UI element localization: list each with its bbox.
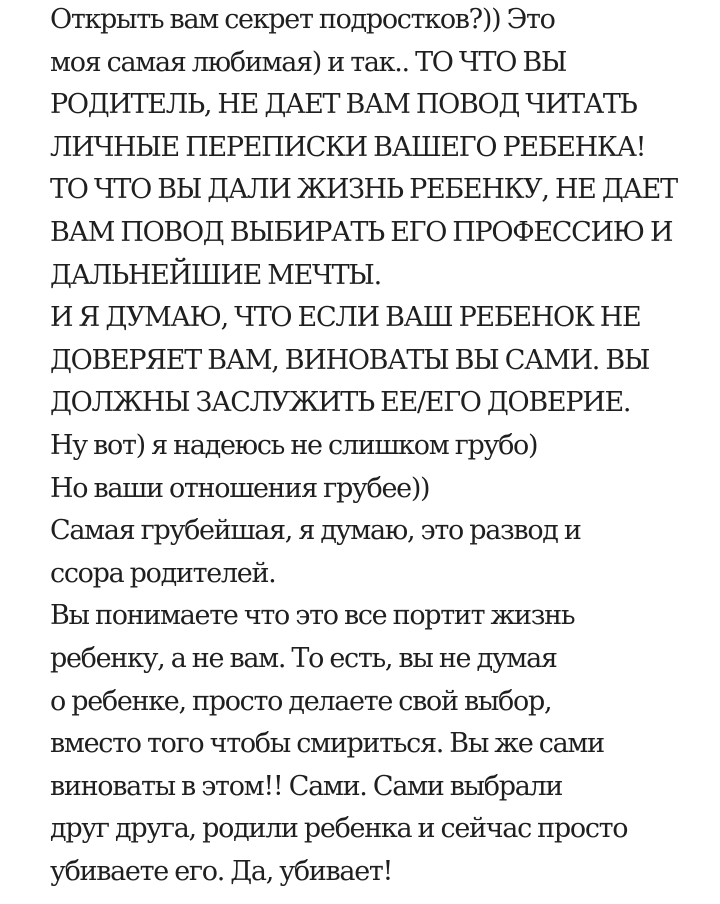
text-line: друг друга, родили ребенка и сейчас просто [50,813,628,845]
text-line: ДОЛЖНЫ ЗАСЛУЖИТЬ ЕЕ/ЕГО ДОВЕРИЕ. [50,387,631,419]
text-line: Вы понимаете что это все портит жизнь [50,600,575,632]
text-line: убиваете его. Да, убивает! [50,855,393,887]
text-line: ссора родителей. [50,557,276,589]
text-line: Но ваши отношения грубее)) [50,472,430,504]
text-line: Ну вот) я надеюсь не слишком грубо) [50,429,538,461]
text-line: ДОВЕРЯЕТ ВАМ, ВИНОВАТЫ ВЫ САМИ. ВЫ [50,344,650,376]
text-line: Самая грубейшая, я думаю, это развод и [50,515,581,547]
text-line: о ребенке, просто делаете свой выбор, [50,685,552,717]
text-line: ДАЛЬНЕЙШИЕ МЕЧТЫ. [50,259,381,291]
text-line: ребенку, а не вам. То есть, вы не думая [50,642,557,674]
text-line: РОДИТЕЛЬ, НЕ ДАЕТ ВАМ ПОВОД ЧИТАТЬ [50,89,637,121]
text-line: ВАМ ПОВОД ВЫБИРАТЬ ЕГО ПРОФЕССИЮ И [50,216,673,248]
text-line: И Я ДУМАЮ, ЧТО ЕСЛИ ВАШ РЕБЕНОК НЕ [50,302,641,334]
text-line: виноваты в этом!! Сами. Сами выбрали [50,770,563,802]
text-line: Открыть вам секрет подростков?)) Это [50,4,555,35]
article-text [50,0,710,893]
text-line: ЛИЧНЫЕ ПЕРЕПИСКИ ВАШЕГО РЕБЕНКА! [50,131,646,163]
text-line: моя самая любимая) и так.. ТО ЧТО ВЫ [50,46,567,78]
text-line: вместо того чтобы смириться. Вы же сами [50,728,604,760]
text-line: ТО ЧТО ВЫ ДАЛИ ЖИЗНЬ РЕБЕНКУ, НЕ ДАЕТ [50,174,677,206]
